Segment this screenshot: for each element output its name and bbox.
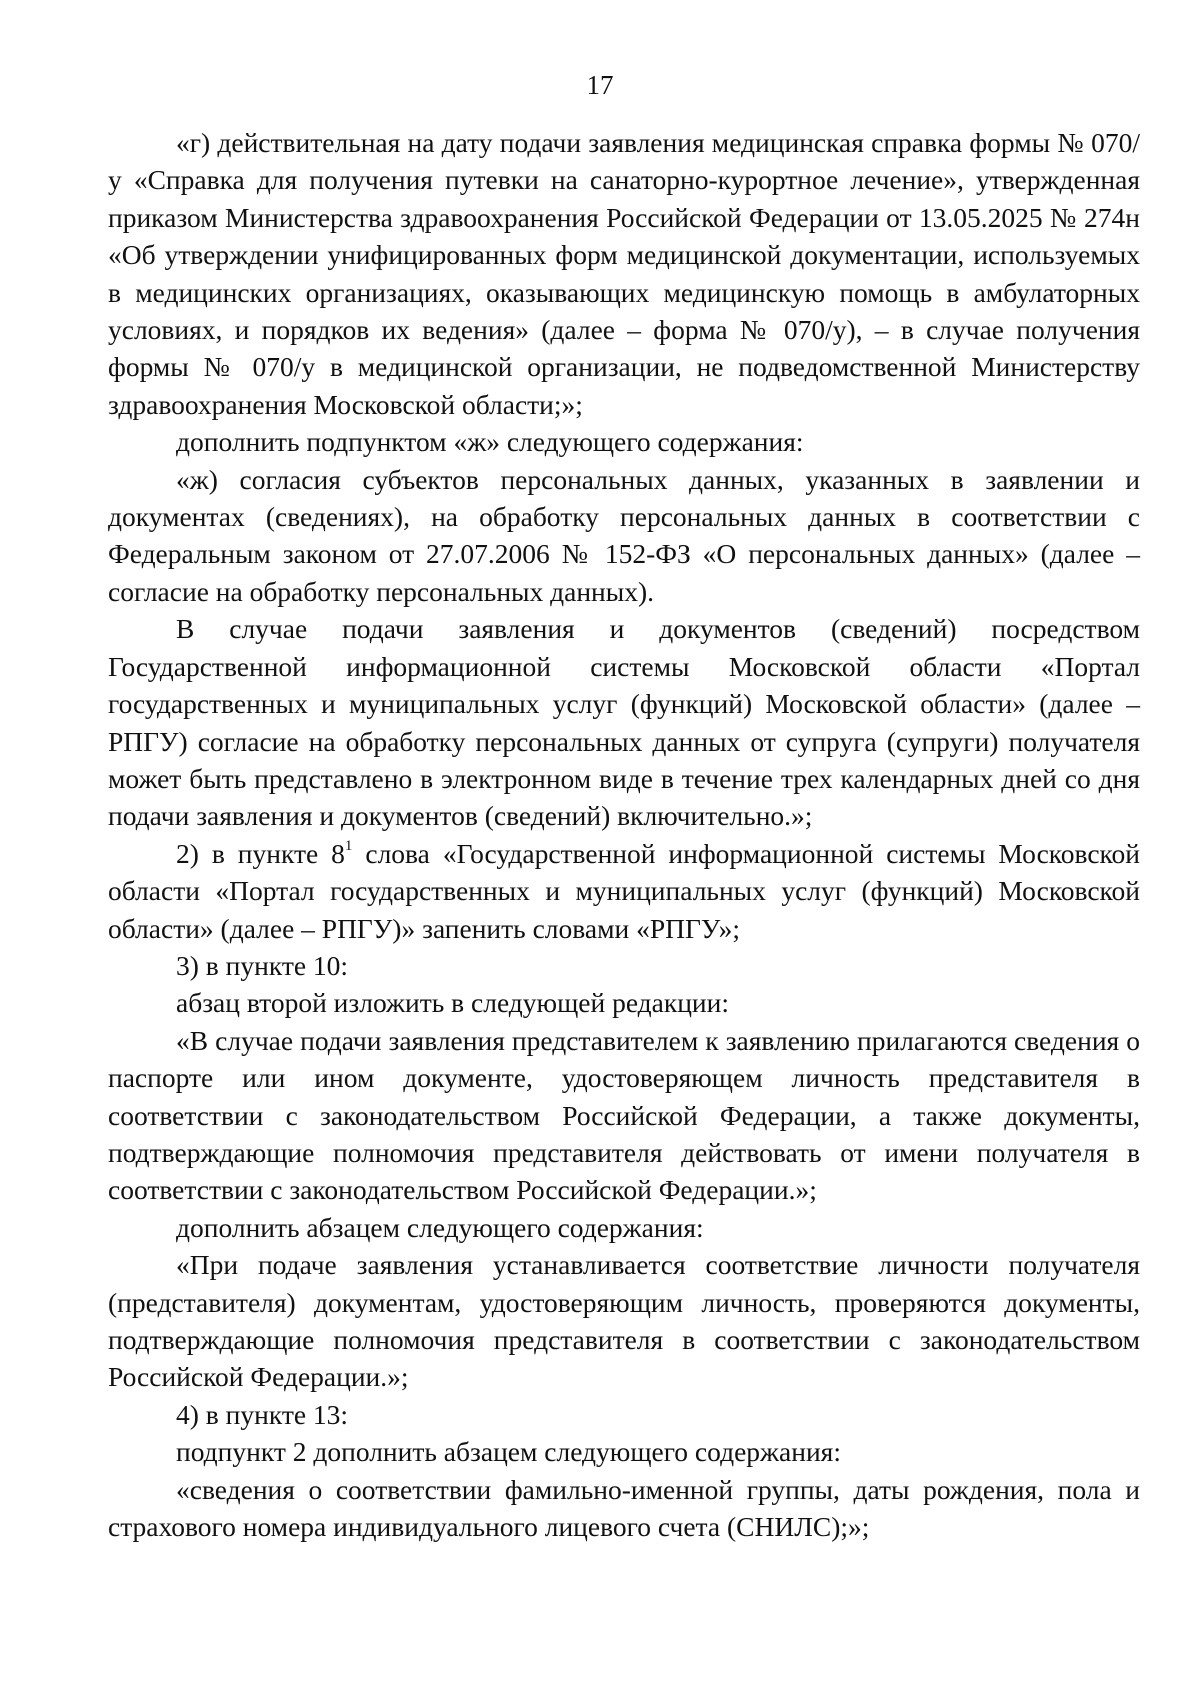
document-body (108, 124, 1140, 1545)
paragraph-snils: «сведения о соответствии фамильно-именной группы, даты рождения, пола и страхового номера индивидуального лицевого счета (СНИЛС);»; (108, 1473, 1140, 1543)
paragraph-subpoint-2: подпункт 2 дополнить абзацем следующего содержания: (176, 1436, 841, 1468)
paragraph-point-2-superscript: 1 (344, 837, 353, 854)
paragraph-representative: «В случае подачи заявления представителем к заявлению прилагаются сведения о паспорте или ином документе, удостоверяющем личность представителя в соответствии с законодательством Российской Федерации, а также документы, подтверждающие полномочия представителя действовать от имени получателя в соответствии с законодательством Российской Федерации.»; (108, 1024, 1140, 1206)
paragraph-point-4: 4) в пункте 13: (176, 1398, 349, 1430)
paragraph-add-abzats: дополнить абзацем следующего содержания: (176, 1211, 704, 1243)
page-number: 17 (586, 70, 614, 100)
paragraph-point-2 (108, 835, 1140, 947)
paragraph-second-abzats: абзац второй изложить в следующей редакции: (176, 987, 730, 1019)
paragraph-point-2-rest: слова «Государственной информационной системы Московской области «Портал государственных и муниципальных услуг (функций) Московской области» (далее – РПГУ)» запенить словами «РПГУ»; (108, 837, 1140, 944)
paragraph-point-2-start: 2) в пункте 8 (176, 837, 345, 869)
paragraph-add-subitem: дополнить подпунктом «ж» следующего содержания: (176, 426, 804, 458)
paragraph-item-zh: «ж) согласия субъектов персональных данных, указанных в заявлении и документах (сведениях), на обработку персональных данных в соответствии с Федеральным законом от 27.07.2006 № 152-ФЗ «О персональных данных» (далее – согласие на обработку персональных данных). (108, 463, 1140, 607)
paragraph-point-3: 3) в пункте 10: (176, 949, 349, 981)
paragraph-item-g: «г) действительная на дату подачи заявления медицинская справка формы № 070/у «Справка для получения путевки на санаторно-курортное лечение», утвержденная приказом Министерства здравоохранения Российской Федерации от 13.05.2025 № 274н «Об утверждении унифицированных форм медицинской документации, используемых в медицинских организациях, оказывающих медицинскую помощь в амбулаторных условиях, и порядков их ведения» (далее – форма № 070/у), – в случае получения формы № 070/у в медицинской организации, не подведомственной Министерству здравоохранения Московской области;»; (108, 127, 1140, 420)
paragraph-rpgu-consent: В случае подачи заявления и документов (сведений) посредством Государственной информационной системы Московской области «Портал государственных и муниципальных услуг (функций) Московской области» (далее – РПГУ) согласие на обработку персональных данных от супруга (супруги) получателя может быть представлено в электронном виде в течение трех календарных дней со дня подачи заявления и документов (сведений) включительно.»; (108, 613, 1140, 832)
paragraph-identity-check: «При подаче заявления устанавливается соответствие личности получателя (представителя) документам, удостоверяющим личность, проверяются документы, подтверждающие полномочия представителя в соответствии с законодательством Российской Федерации.»; (108, 1249, 1140, 1393)
